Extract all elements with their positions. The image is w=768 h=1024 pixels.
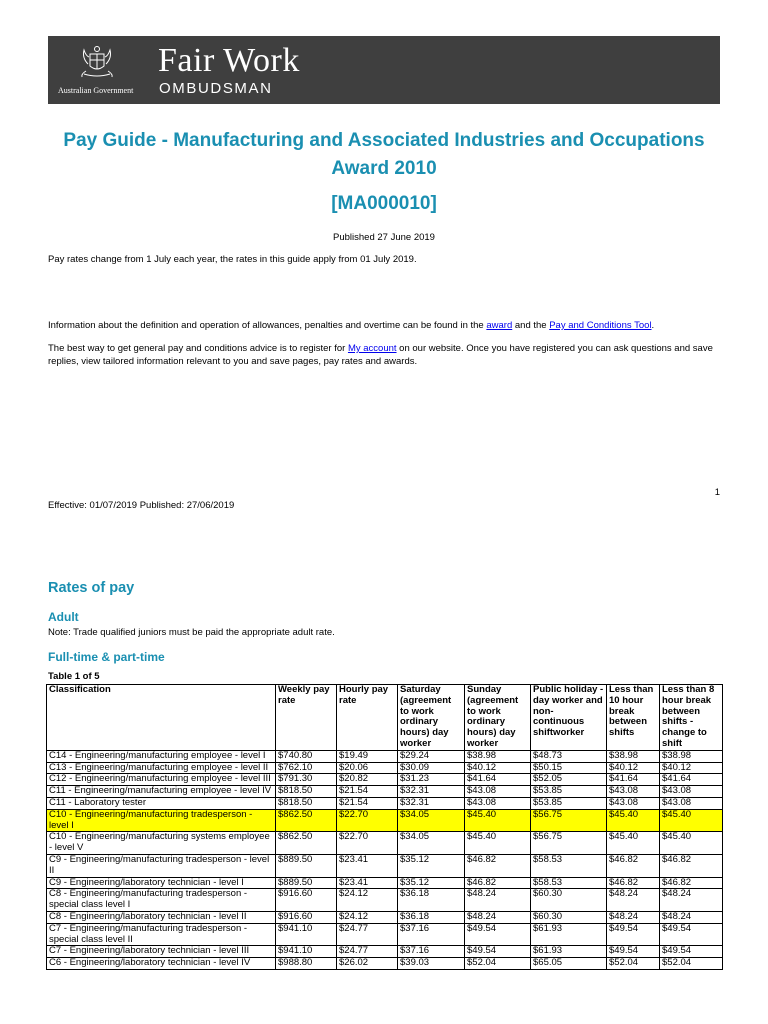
rate-cell: $48.73 bbox=[531, 750, 607, 762]
rate-cell: $862.50 bbox=[276, 832, 337, 855]
rate-cell: $48.24 bbox=[660, 889, 723, 912]
rate-cell: $61.93 bbox=[531, 946, 607, 958]
rate-cell: $21.54 bbox=[337, 786, 398, 798]
classification-cell: C6 - Engineering/laboratory technician - level IV bbox=[47, 958, 276, 970]
rate-cell: $941.10 bbox=[276, 923, 337, 946]
rate-cell: $24.12 bbox=[337, 911, 398, 923]
rate-cell: $41.64 bbox=[660, 774, 723, 786]
info-text-mid: and the bbox=[512, 320, 550, 331]
table-row bbox=[47, 832, 723, 855]
rate-cell: $34.05 bbox=[398, 832, 465, 855]
column-header: Weekly pay rate bbox=[276, 685, 337, 751]
column-header: Classification bbox=[47, 685, 276, 751]
my-account-link[interactable]: My account bbox=[347, 343, 397, 354]
header-banner bbox=[48, 36, 720, 104]
rate-cell: $49.54 bbox=[607, 923, 660, 946]
rate-cell: $60.30 bbox=[531, 911, 607, 923]
rate-cell: $862.50 bbox=[276, 809, 337, 832]
advice-paragraph bbox=[48, 343, 720, 368]
rate-cell: $49.54 bbox=[607, 946, 660, 958]
rate-cell: $24.77 bbox=[337, 946, 398, 958]
table-row bbox=[47, 889, 723, 912]
rate-cell: $941.10 bbox=[276, 946, 337, 958]
rate-cell: $61.93 bbox=[531, 923, 607, 946]
info-text-post: . bbox=[651, 320, 655, 331]
rate-cell: $30.09 bbox=[398, 762, 465, 774]
rate-cell: $45.40 bbox=[465, 809, 531, 832]
rate-cell: $40.12 bbox=[607, 762, 660, 774]
rate-cell: $40.12 bbox=[465, 762, 531, 774]
rate-cell: $52.04 bbox=[660, 958, 723, 970]
table-body bbox=[47, 750, 723, 969]
coat-of-arms-icon bbox=[76, 44, 118, 80]
classification-cell: C10 - Engineering/manufacturing tradesperson - level I bbox=[47, 809, 276, 832]
junior-note: Note: Trade qualified juniors must be paid the appropriate adult rate. bbox=[48, 627, 335, 638]
rate-cell: $40.12 bbox=[660, 762, 723, 774]
government-label: Australian Government bbox=[58, 86, 134, 95]
rate-cell: $50.15 bbox=[531, 762, 607, 774]
rate-cell: $21.54 bbox=[337, 797, 398, 809]
rate-cell: $53.85 bbox=[531, 786, 607, 798]
rate-cell: $43.08 bbox=[607, 797, 660, 809]
adult-heading: Adult bbox=[48, 610, 79, 624]
rate-cell: $49.54 bbox=[465, 946, 531, 958]
rate-cell: $29.24 bbox=[398, 750, 465, 762]
rate-cell: $43.08 bbox=[660, 786, 723, 798]
classification-cell: C11 - Engineering/manufacturing employee - level IV bbox=[47, 786, 276, 798]
rate-cell: $46.82 bbox=[607, 854, 660, 877]
rate-cell: $31.23 bbox=[398, 774, 465, 786]
rate-cell: $46.82 bbox=[465, 877, 531, 889]
rate-cell: $48.24 bbox=[465, 911, 531, 923]
classification-cell: C9 - Engineering/manufacturing tradesperson - level II bbox=[47, 854, 276, 877]
rate-cell: $32.31 bbox=[398, 797, 465, 809]
rate-cell: $43.08 bbox=[465, 786, 531, 798]
award-code: [MA000010] bbox=[331, 193, 437, 214]
rate-cell: $791.30 bbox=[276, 774, 337, 786]
rate-cell: $32.31 bbox=[398, 786, 465, 798]
table-row bbox=[47, 877, 723, 889]
rate-cell: $43.08 bbox=[607, 786, 660, 798]
classification-cell: C8 - Engineering/manufacturing tradesperson - special class level I bbox=[47, 889, 276, 912]
classification-cell: C13 - Engineering/manufacturing employee - level II bbox=[47, 762, 276, 774]
classification-cell: C11 - Laboratory tester bbox=[47, 797, 276, 809]
rate-cell: $49.54 bbox=[465, 923, 531, 946]
rate-cell: $46.82 bbox=[465, 854, 531, 877]
classification-cell: C12 - Engineering/manufacturing employee - level III bbox=[47, 774, 276, 786]
rate-cell: $818.50 bbox=[276, 797, 337, 809]
rate-cell: $22.70 bbox=[337, 832, 398, 855]
info-paragraph bbox=[48, 320, 720, 333]
rate-cell: $49.54 bbox=[660, 923, 723, 946]
table-row bbox=[47, 786, 723, 798]
rate-cell: $23.41 bbox=[337, 854, 398, 877]
rate-cell: $889.50 bbox=[276, 877, 337, 889]
table-caption: Table 1 of 5 bbox=[48, 671, 100, 682]
classification-cell: C8 - Engineering/laboratory technician - level II bbox=[47, 911, 276, 923]
classification-cell: C7 - Engineering/manufacturing tradesperson - special class level II bbox=[47, 923, 276, 946]
rate-cell: $818.50 bbox=[276, 786, 337, 798]
table-row bbox=[47, 911, 723, 923]
rate-cell: $43.08 bbox=[465, 797, 531, 809]
rate-cell: $45.40 bbox=[660, 832, 723, 855]
rate-cell: $45.40 bbox=[607, 809, 660, 832]
rate-cell: $36.18 bbox=[398, 911, 465, 923]
rate-cell: $46.82 bbox=[660, 854, 723, 877]
rate-cell: $52.05 bbox=[531, 774, 607, 786]
rate-cell: $45.40 bbox=[465, 832, 531, 855]
column-header: Sunday (agreement to work ordinary hours) day worker bbox=[465, 685, 531, 751]
table-row bbox=[47, 774, 723, 786]
intro-paragraph: Pay rates change from 1 July each year, the rates in this guide apply from 01 July 2019. bbox=[48, 254, 417, 265]
info-text-pre: Information about the definition and operation of allowances, penalties and overtime can be found in the bbox=[48, 320, 487, 331]
rate-cell: $35.12 bbox=[398, 854, 465, 877]
brand-sub-text: OMBUDSMAN bbox=[159, 80, 273, 97]
classification-cell: C9 - Engineering/laboratory technician - level I bbox=[47, 877, 276, 889]
advice-text-pre: The best way to get general pay and conditions advice is to register for bbox=[48, 343, 348, 354]
column-header: Public holiday - day worker and non-continuous shiftworker bbox=[531, 685, 607, 751]
rate-cell: $49.54 bbox=[660, 946, 723, 958]
rate-cell: $889.50 bbox=[276, 854, 337, 877]
table-row bbox=[47, 797, 723, 809]
rate-cell: $58.53 bbox=[531, 877, 607, 889]
rate-cell: $34.05 bbox=[398, 809, 465, 832]
rate-cell: $35.12 bbox=[398, 877, 465, 889]
table-row bbox=[47, 809, 723, 832]
rate-cell: $48.24 bbox=[465, 889, 531, 912]
column-header: Hourly pay rate bbox=[337, 685, 398, 751]
published-date: Published 27 June 2019 bbox=[333, 232, 435, 243]
table-row bbox=[47, 750, 723, 762]
rate-cell: $26.02 bbox=[337, 958, 398, 970]
rate-cell: $43.08 bbox=[660, 797, 723, 809]
rate-cell: $65.05 bbox=[531, 958, 607, 970]
rate-cell: $38.98 bbox=[465, 750, 531, 762]
classification-cell: C14 - Engineering/manufacturing employee - level I bbox=[47, 750, 276, 762]
pay-rates-table bbox=[46, 684, 723, 970]
rate-cell: $39.03 bbox=[398, 958, 465, 970]
rate-cell: $23.41 bbox=[337, 877, 398, 889]
rate-cell: $37.16 bbox=[398, 923, 465, 946]
rate-cell: $22.70 bbox=[337, 809, 398, 832]
table-row bbox=[47, 854, 723, 877]
rate-cell: $48.24 bbox=[607, 889, 660, 912]
column-header: Less than 10 hour break between shifts bbox=[607, 685, 660, 751]
table-row bbox=[47, 958, 723, 970]
rate-cell: $56.75 bbox=[531, 809, 607, 832]
rate-cell: $19.49 bbox=[337, 750, 398, 762]
column-header: Saturday (agreement to work ordinary hours) day worker bbox=[398, 685, 465, 751]
table-row bbox=[47, 762, 723, 774]
rate-cell: $52.04 bbox=[607, 958, 660, 970]
page-number: 1 bbox=[714, 487, 720, 498]
table-row bbox=[47, 946, 723, 958]
rate-cell: $53.85 bbox=[531, 797, 607, 809]
table-row bbox=[47, 923, 723, 946]
table-header-row bbox=[47, 685, 723, 751]
rate-cell: $916.60 bbox=[276, 911, 337, 923]
rate-cell: $52.04 bbox=[465, 958, 531, 970]
rate-cell: $24.77 bbox=[337, 923, 398, 946]
advice-text-post: on our website. Once you have registered you can ask questions and save replies, view tailored information relevant to you and save pages, pay rates and awards. bbox=[48, 343, 713, 367]
rate-cell: $37.16 bbox=[398, 946, 465, 958]
rate-cell: $38.98 bbox=[660, 750, 723, 762]
rate-cell: $58.53 bbox=[531, 854, 607, 877]
rate-cell: $48.24 bbox=[660, 911, 723, 923]
rate-cell: $36.18 bbox=[398, 889, 465, 912]
rate-cell: $56.75 bbox=[531, 832, 607, 855]
rate-cell: $38.98 bbox=[607, 750, 660, 762]
pay-conditions-tool-link[interactable]: Pay and Conditions Tool bbox=[549, 320, 652, 331]
rate-cell: $46.82 bbox=[607, 877, 660, 889]
rate-cell: $740.80 bbox=[276, 750, 337, 762]
brand-logo-text: Fair Work bbox=[158, 42, 300, 79]
rate-cell: $60.30 bbox=[531, 889, 607, 912]
rate-cell: $41.64 bbox=[607, 774, 660, 786]
rate-cell: $20.82 bbox=[337, 774, 398, 786]
rate-cell: $45.40 bbox=[607, 832, 660, 855]
rate-cell: $45.40 bbox=[660, 809, 723, 832]
fulltime-heading: Full-time & part-time bbox=[48, 650, 165, 664]
award-link[interactable]: award bbox=[486, 320, 513, 331]
column-header: Less than 8 hour break between shifts - change to shift bbox=[660, 685, 723, 751]
rates-heading: Rates of pay bbox=[48, 580, 135, 596]
rate-cell: $48.24 bbox=[607, 911, 660, 923]
rate-cell: $24.12 bbox=[337, 889, 398, 912]
rate-cell: $41.64 bbox=[465, 774, 531, 786]
effective-date: Effective: 01/07/2019 Published: 27/06/2019 bbox=[48, 500, 235, 511]
rate-cell: $20.06 bbox=[337, 762, 398, 774]
rate-cell: $46.82 bbox=[660, 877, 723, 889]
classification-cell: C7 - Engineering/laboratory technician - level III bbox=[47, 946, 276, 958]
rate-cell: $916.60 bbox=[276, 889, 337, 912]
classification-cell: C10 - Engineering/manufacturing systems employee - level V bbox=[47, 832, 276, 855]
rate-cell: $988.80 bbox=[276, 958, 337, 970]
rate-cell: $762.10 bbox=[276, 762, 337, 774]
page-title: Pay Guide - Manufacturing and Associated Industries and Occupations Award 2010 bbox=[63, 130, 705, 179]
